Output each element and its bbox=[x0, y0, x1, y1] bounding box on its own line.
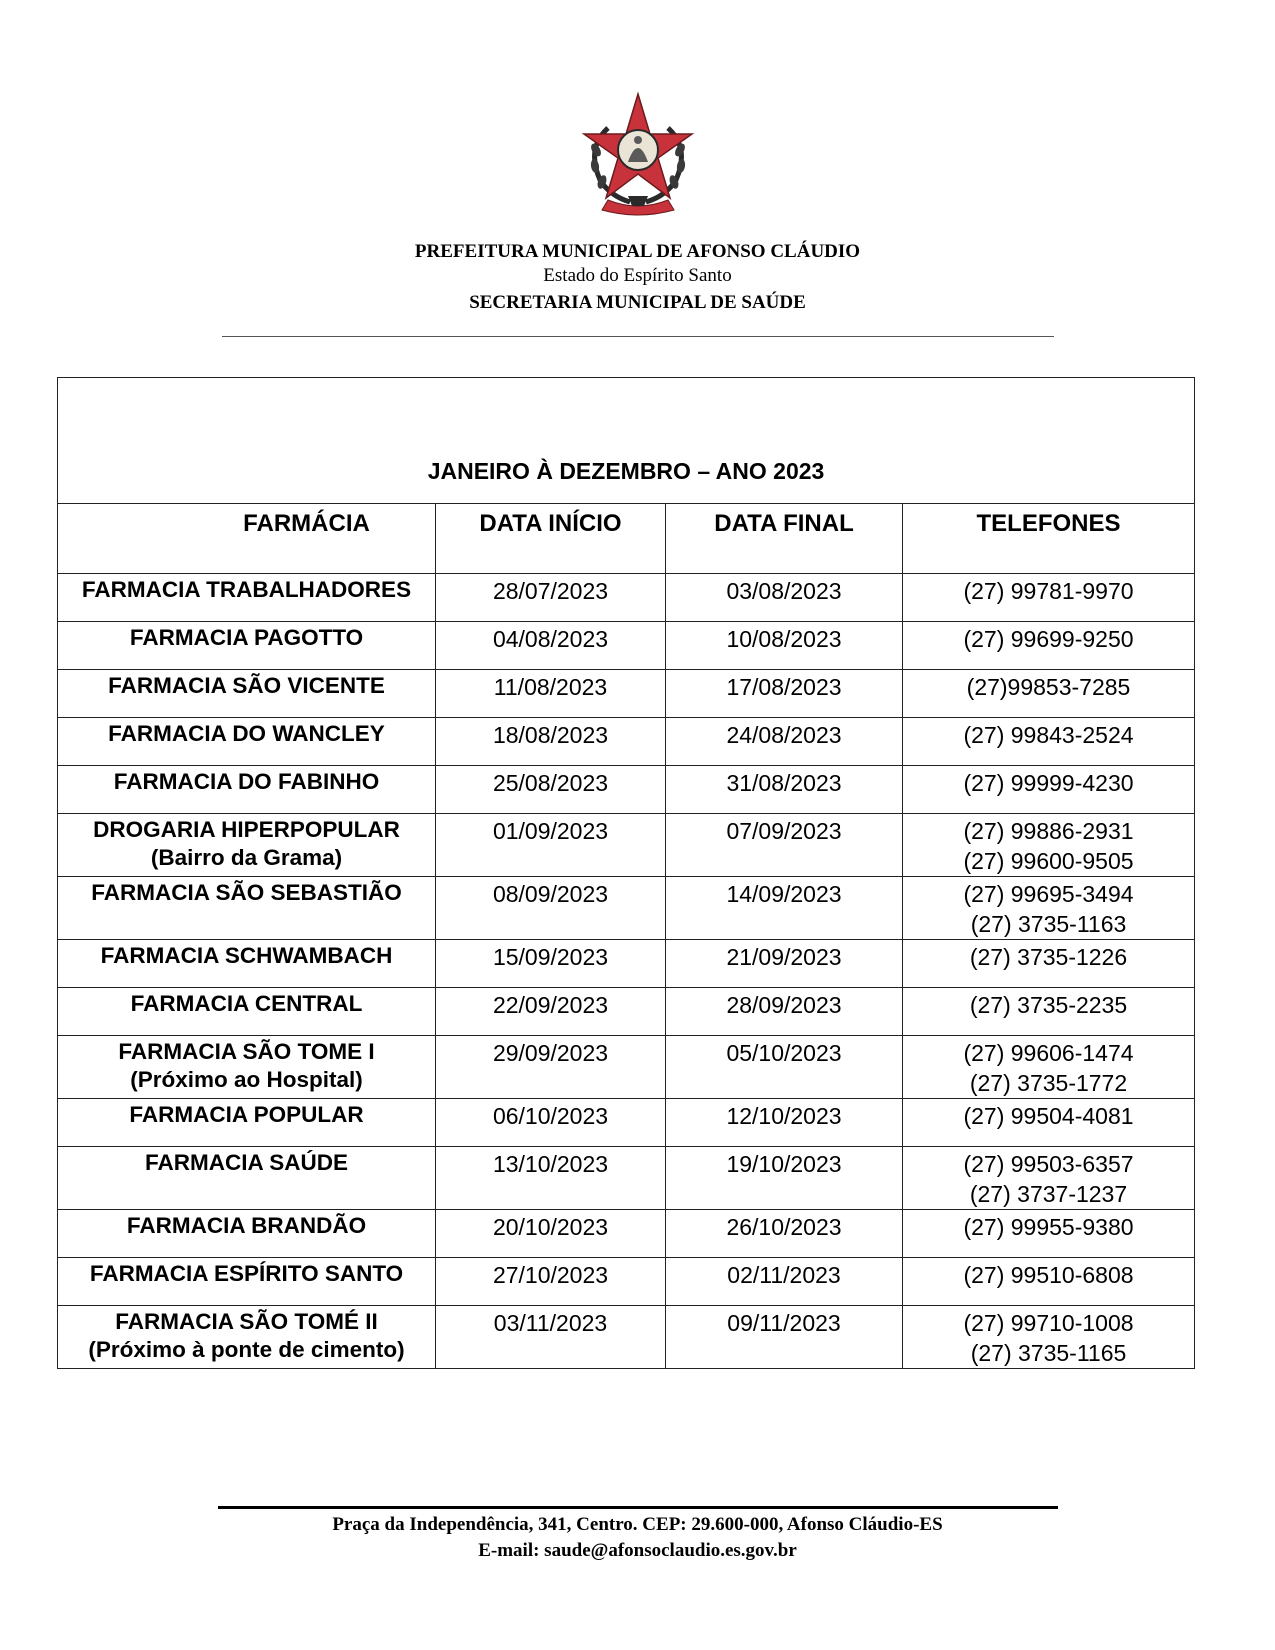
end-date-cell: 09/11/2023 bbox=[666, 1306, 903, 1369]
table-row bbox=[58, 718, 1195, 766]
end-date-cell: 03/08/2023 bbox=[666, 574, 903, 622]
phones-cell bbox=[903, 1147, 1195, 1210]
pharmacy-name-cell bbox=[58, 766, 436, 814]
table-row bbox=[58, 670, 1195, 718]
end-date-cell: 07/09/2023 bbox=[666, 814, 903, 877]
table-row bbox=[58, 1258, 1195, 1306]
end-date-cell: 24/08/2023 bbox=[666, 718, 903, 766]
pharmacy-name-cell-line: FARMACIA SÃO TOME I bbox=[118, 1039, 375, 1064]
table-row bbox=[58, 766, 1195, 814]
start-date-cell: 03/11/2023 bbox=[436, 1306, 666, 1369]
pharmacy-name-cell bbox=[58, 1306, 436, 1369]
end-date-cell: 17/08/2023 bbox=[666, 670, 903, 718]
header-estado: Estado do Espírito Santo bbox=[543, 265, 732, 286]
header-secretaria: SECRETARIA MUNICIPAL DE SAÚDE bbox=[469, 292, 806, 313]
table-row bbox=[58, 1036, 1195, 1099]
phones-cell bbox=[903, 940, 1195, 988]
pharmacy-name-cell bbox=[58, 622, 436, 670]
phones-cell-line: (27) 99600-9505 bbox=[963, 848, 1134, 874]
pharmacy-name-cell-line: FARMACIA BRANDÃO bbox=[126, 1213, 367, 1238]
phones-cell-line: (27) 99699-9250 bbox=[963, 626, 1134, 652]
pharmacy-name-cell bbox=[58, 718, 436, 766]
start-date-cell: 28/07/2023 bbox=[436, 574, 666, 622]
phones-cell bbox=[903, 622, 1195, 670]
phones-cell-line: (27)99853-7285 bbox=[966, 674, 1131, 700]
table-row bbox=[58, 940, 1195, 988]
end-date-cell: 28/09/2023 bbox=[666, 988, 903, 1036]
phones-cell bbox=[903, 1258, 1195, 1306]
pharmacy-name-cell-line: FARMACIA SÃO VICENTE bbox=[108, 673, 385, 698]
end-date-cell: 10/08/2023 bbox=[666, 622, 903, 670]
header-divider bbox=[222, 336, 1054, 337]
phones-cell bbox=[903, 574, 1195, 622]
pharmacy-name-cell-line: (Bairro da Grama) bbox=[150, 845, 343, 870]
pharmacy-name-cell-line: FARMACIA CENTRAL bbox=[130, 991, 363, 1016]
table-caption-row bbox=[58, 378, 1195, 504]
column-header-data-inicio: DATA INÍCIO bbox=[436, 504, 666, 574]
start-date-cell: 01/09/2023 bbox=[436, 814, 666, 877]
start-date-cell: 15/09/2023 bbox=[436, 940, 666, 988]
phones-cell-line: (27) 3735-1163 bbox=[970, 911, 1127, 937]
start-date-cell: 04/08/2023 bbox=[436, 622, 666, 670]
pharmacy-name-cell-line: FARMACIA DO WANCLEY bbox=[108, 721, 385, 746]
start-date-cell: 13/10/2023 bbox=[436, 1147, 666, 1210]
pharmacy-name-cell bbox=[58, 1258, 436, 1306]
footer-address: Praça da Independência, 341, Centro. CEP: 29.600-000, Afonso Cláudio-ES bbox=[332, 1514, 943, 1535]
phones-cell bbox=[903, 814, 1195, 877]
phones-cell-line: (27) 3735-2235 bbox=[969, 992, 1128, 1018]
phones-cell bbox=[903, 670, 1195, 718]
pharmacy-name-cell-line: FARMACIA ESPÍRITO SANTO bbox=[89, 1261, 404, 1286]
phones-cell-line: (27) 3737-1237 bbox=[969, 1181, 1128, 1207]
phones-cell-line: (27) 99781-9970 bbox=[963, 578, 1134, 604]
pharmacy-schedule-table bbox=[57, 377, 1195, 1369]
column-header-farmacia: FARMÁCIA bbox=[58, 504, 436, 574]
pharmacy-name-cell-line: FARMACIA SCHWAMBACH bbox=[100, 943, 393, 968]
phones-cell bbox=[903, 1306, 1195, 1369]
table-row bbox=[58, 877, 1195, 940]
start-date-cell: 11/08/2023 bbox=[436, 670, 666, 718]
column-header-telefones: TELEFONES bbox=[903, 504, 1195, 574]
end-date-cell: 02/11/2023 bbox=[666, 1258, 903, 1306]
end-date-cell: 31/08/2023 bbox=[666, 766, 903, 814]
pharmacy-name-cell-line: FARMACIA DO FABINHO bbox=[113, 769, 380, 794]
start-date-cell: 22/09/2023 bbox=[436, 988, 666, 1036]
phones-cell-line: (27) 99606-1474 bbox=[963, 1040, 1134, 1066]
table-row bbox=[58, 814, 1195, 877]
table-row bbox=[58, 622, 1195, 670]
phones-cell bbox=[903, 1099, 1195, 1147]
phones-cell bbox=[903, 988, 1195, 1036]
start-date-cell: 25/08/2023 bbox=[436, 766, 666, 814]
pharmacy-name-cell-line: FARMACIA PAGOTTO bbox=[129, 625, 364, 650]
pharmacy-name-cell bbox=[58, 814, 436, 877]
phones-cell-line: (27) 99504-4081 bbox=[963, 1103, 1134, 1129]
phones-cell-line: (27) 99843-2524 bbox=[963, 722, 1134, 748]
phones-cell bbox=[903, 766, 1195, 814]
pharmacy-name-cell-line: FARMACIA POPULAR bbox=[129, 1102, 364, 1127]
end-date-cell: 05/10/2023 bbox=[666, 1036, 903, 1099]
start-date-cell: 08/09/2023 bbox=[436, 877, 666, 940]
pharmacy-name-cell bbox=[58, 1210, 436, 1258]
table-row bbox=[58, 1306, 1195, 1369]
phones-cell-line: (27) 99510-6808 bbox=[963, 1262, 1134, 1288]
pharmacy-name-cell-line: FARMACIA SÃO SEBASTIÃO bbox=[91, 880, 402, 905]
phones-cell-line: (27) 99886-2931 bbox=[963, 818, 1134, 844]
table-header-row bbox=[58, 504, 1195, 574]
end-date-cell: 12/10/2023 bbox=[666, 1099, 903, 1147]
pharmacy-name-cell bbox=[58, 670, 436, 718]
phones-cell-line: (27) 99955-9380 bbox=[963, 1214, 1134, 1240]
phones-cell-line: (27) 3735-1226 bbox=[969, 944, 1128, 970]
start-date-cell: 20/10/2023 bbox=[436, 1210, 666, 1258]
footer-divider bbox=[218, 1506, 1058, 1509]
coat-of-arms-icon bbox=[578, 88, 698, 218]
phones-cell bbox=[903, 877, 1195, 940]
phones-cell bbox=[903, 1210, 1195, 1258]
pharmacy-name-cell-line: FARMACIA SÃO TOMÉ II bbox=[115, 1309, 378, 1334]
table-row bbox=[58, 1099, 1195, 1147]
pharmacy-name-cell bbox=[58, 877, 436, 940]
start-date-cell: 27/10/2023 bbox=[436, 1258, 666, 1306]
pharmacy-name-cell-line: FARMACIA TRABALHADORES bbox=[81, 577, 412, 602]
start-date-cell: 29/09/2023 bbox=[436, 1036, 666, 1099]
pharmacy-name-cell bbox=[58, 574, 436, 622]
pharmacy-name-cell bbox=[58, 1099, 436, 1147]
end-date-cell: 26/10/2023 bbox=[666, 1210, 903, 1258]
pharmacy-name-cell-line: (Próximo à ponte de cimento) bbox=[88, 1337, 405, 1362]
table-row bbox=[58, 1210, 1195, 1258]
start-date-cell: 18/08/2023 bbox=[436, 718, 666, 766]
footer-email: E-mail: saude@afonsoclaudio.es.gov.br bbox=[478, 1540, 797, 1561]
table-row bbox=[58, 988, 1195, 1036]
end-date-cell: 14/09/2023 bbox=[666, 877, 903, 940]
pharmacy-name-cell-line: (Próximo ao Hospital) bbox=[130, 1067, 363, 1092]
pharmacy-name-cell bbox=[58, 1147, 436, 1210]
end-date-cell: 19/10/2023 bbox=[666, 1147, 903, 1210]
pharmacy-name-cell bbox=[58, 1036, 436, 1099]
phones-cell-line: (27) 99999-4230 bbox=[963, 770, 1134, 796]
pharmacy-name-cell-line: FARMACIA SAÚDE bbox=[145, 1150, 348, 1175]
pharmacy-name-cell bbox=[58, 988, 436, 1036]
pharmacy-name-cell-line: DROGARIA HIPERPOPULAR bbox=[93, 817, 400, 842]
pharmacy-name-cell bbox=[58, 940, 436, 988]
end-date-cell: 21/09/2023 bbox=[666, 940, 903, 988]
column-header-data-final: DATA FINAL bbox=[666, 504, 903, 574]
phones-cell-line: (27) 99695-3494 bbox=[963, 881, 1134, 907]
phones-cell bbox=[903, 718, 1195, 766]
table-row bbox=[58, 574, 1195, 622]
phones-cell-line: (27) 3735-1772 bbox=[969, 1070, 1128, 1096]
phones-cell-line: (27) 99710-1008 bbox=[963, 1310, 1134, 1336]
start-date-cell: 06/10/2023 bbox=[436, 1099, 666, 1147]
phones-cell-line: (27) 99503-6357 bbox=[963, 1151, 1134, 1177]
phones-cell bbox=[903, 1036, 1195, 1099]
phones-cell-line: (27) 3735-1165 bbox=[970, 1340, 1127, 1366]
table-row bbox=[58, 1147, 1195, 1210]
table-caption: JANEIRO À DEZEMBRO – ANO 2023 bbox=[58, 378, 1195, 504]
header-prefeitura: PREFEITURA MUNICIPAL DE AFONSO CLÁUDIO bbox=[414, 241, 861, 262]
